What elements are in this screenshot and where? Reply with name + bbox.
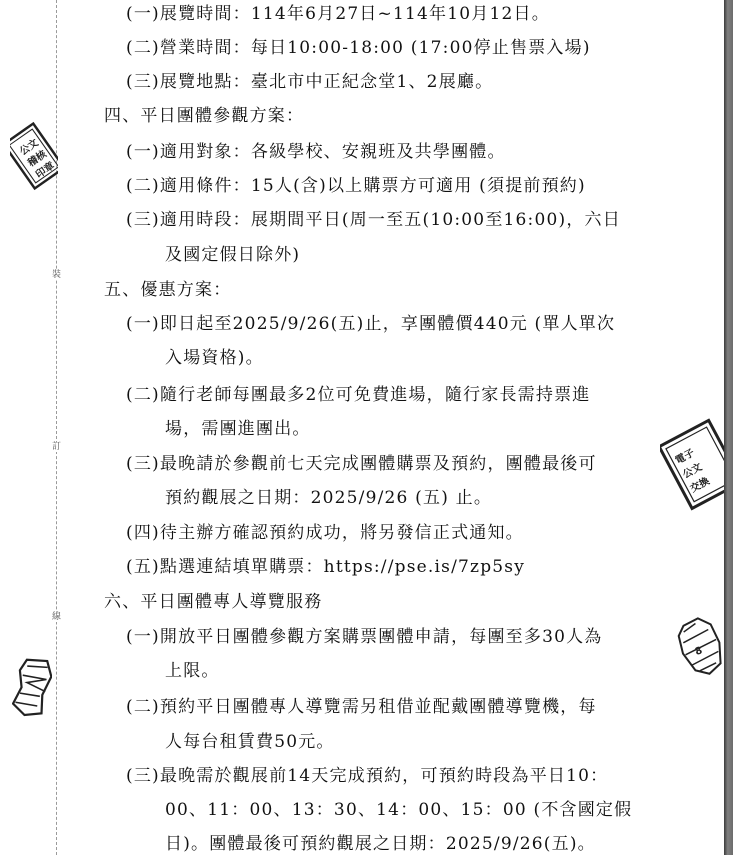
text-line: 場，需團進團出。: [165, 419, 311, 439]
seal-stamp-left-top: [10, 115, 58, 197]
text-line: (一)展覽時間：114年6月27日~114年10月12日。: [126, 4, 550, 24]
seal-stamp-right-bottom: [674, 612, 724, 682]
text-line: (二)隨行老師每團最多2位可免費進場，隨行家長需持票進: [126, 385, 591, 405]
text-line: 上限。: [165, 661, 220, 681]
svg-text:公文: 公文: [681, 461, 705, 481]
text-line: (三)展覽地點：臺北市中正紀念堂1、2展廳。: [126, 72, 494, 92]
text-line: (三)最晚請於參觀前七天完成團體購票及預約，團體最後可: [126, 454, 597, 474]
svg-text:交換: 交換: [688, 475, 712, 495]
binding-mark-ding: 訂: [52, 442, 62, 452]
text-line: 日)。團體最後可預約觀展之日期：2025/9/26(五)。: [165, 834, 596, 854]
text-line: (四)待主辦方確認預約成功，將另發信正式通知。: [126, 523, 524, 543]
text-line: 及國定假日除外): [165, 245, 301, 265]
text-line: (一)即日起至2025/9/26(五)止，享團體價440元 (單人單次: [126, 314, 616, 334]
text-line: (二)營業時間：每日10:00-18:00 (17:00停止售票入場): [126, 38, 591, 58]
text-line: (三)適用時段：展期間平日(周一至五(10:00至16:00)，六日: [126, 210, 621, 230]
seal-number: 8: [693, 645, 704, 658]
page-edge-shadow: [724, 0, 733, 855]
text-line: 人每台租賃費50元。: [165, 732, 335, 752]
binding-mark-zhuang: 裝: [52, 270, 62, 280]
section-heading: 五、優惠方案：: [104, 280, 232, 300]
text-line: 入場資格)。: [165, 348, 264, 368]
text-line: (三)最晚需於觀展前14天完成預約，可預約時段為平日10：: [126, 766, 609, 786]
section-heading: 四、平日團體參觀方案：: [104, 106, 305, 126]
section-heading: 六、平日團體專人導覽服務: [104, 592, 323, 612]
svg-text:印章: 印章: [34, 160, 57, 181]
seal-stamp-left-bottom: [12, 654, 52, 720]
text-line: (一)適用對象：各級學校、安親班及共學團體。: [126, 142, 506, 162]
svg-text:稽核: 稽核: [26, 148, 49, 170]
text-line: 00、11：00、13：30、14：00、15：00 (不含國定假: [165, 800, 633, 820]
text-line: 預約觀展之日期：2025/9/26 (五) 止。: [165, 488, 493, 508]
binding-mark-xian: 線: [52, 612, 62, 622]
svg-text:公文: 公文: [18, 137, 41, 158]
seal-stamp-right-mid: [660, 418, 724, 518]
svg-text:電子: 電子: [673, 447, 697, 467]
text-line: (五)點選連結填單購票：https://pse.is/7zp5sy: [126, 557, 526, 577]
text-line: (一)開放平日團體參觀方案購票團體申請，每團至多30人為: [126, 627, 603, 647]
text-line: (二)預約平日團體專人導覽需另租借並配戴團體導覽機，每: [126, 697, 597, 717]
text-line: (二)適用條件：15人(含)以上購票方可適用 (須提前預約): [126, 176, 586, 196]
